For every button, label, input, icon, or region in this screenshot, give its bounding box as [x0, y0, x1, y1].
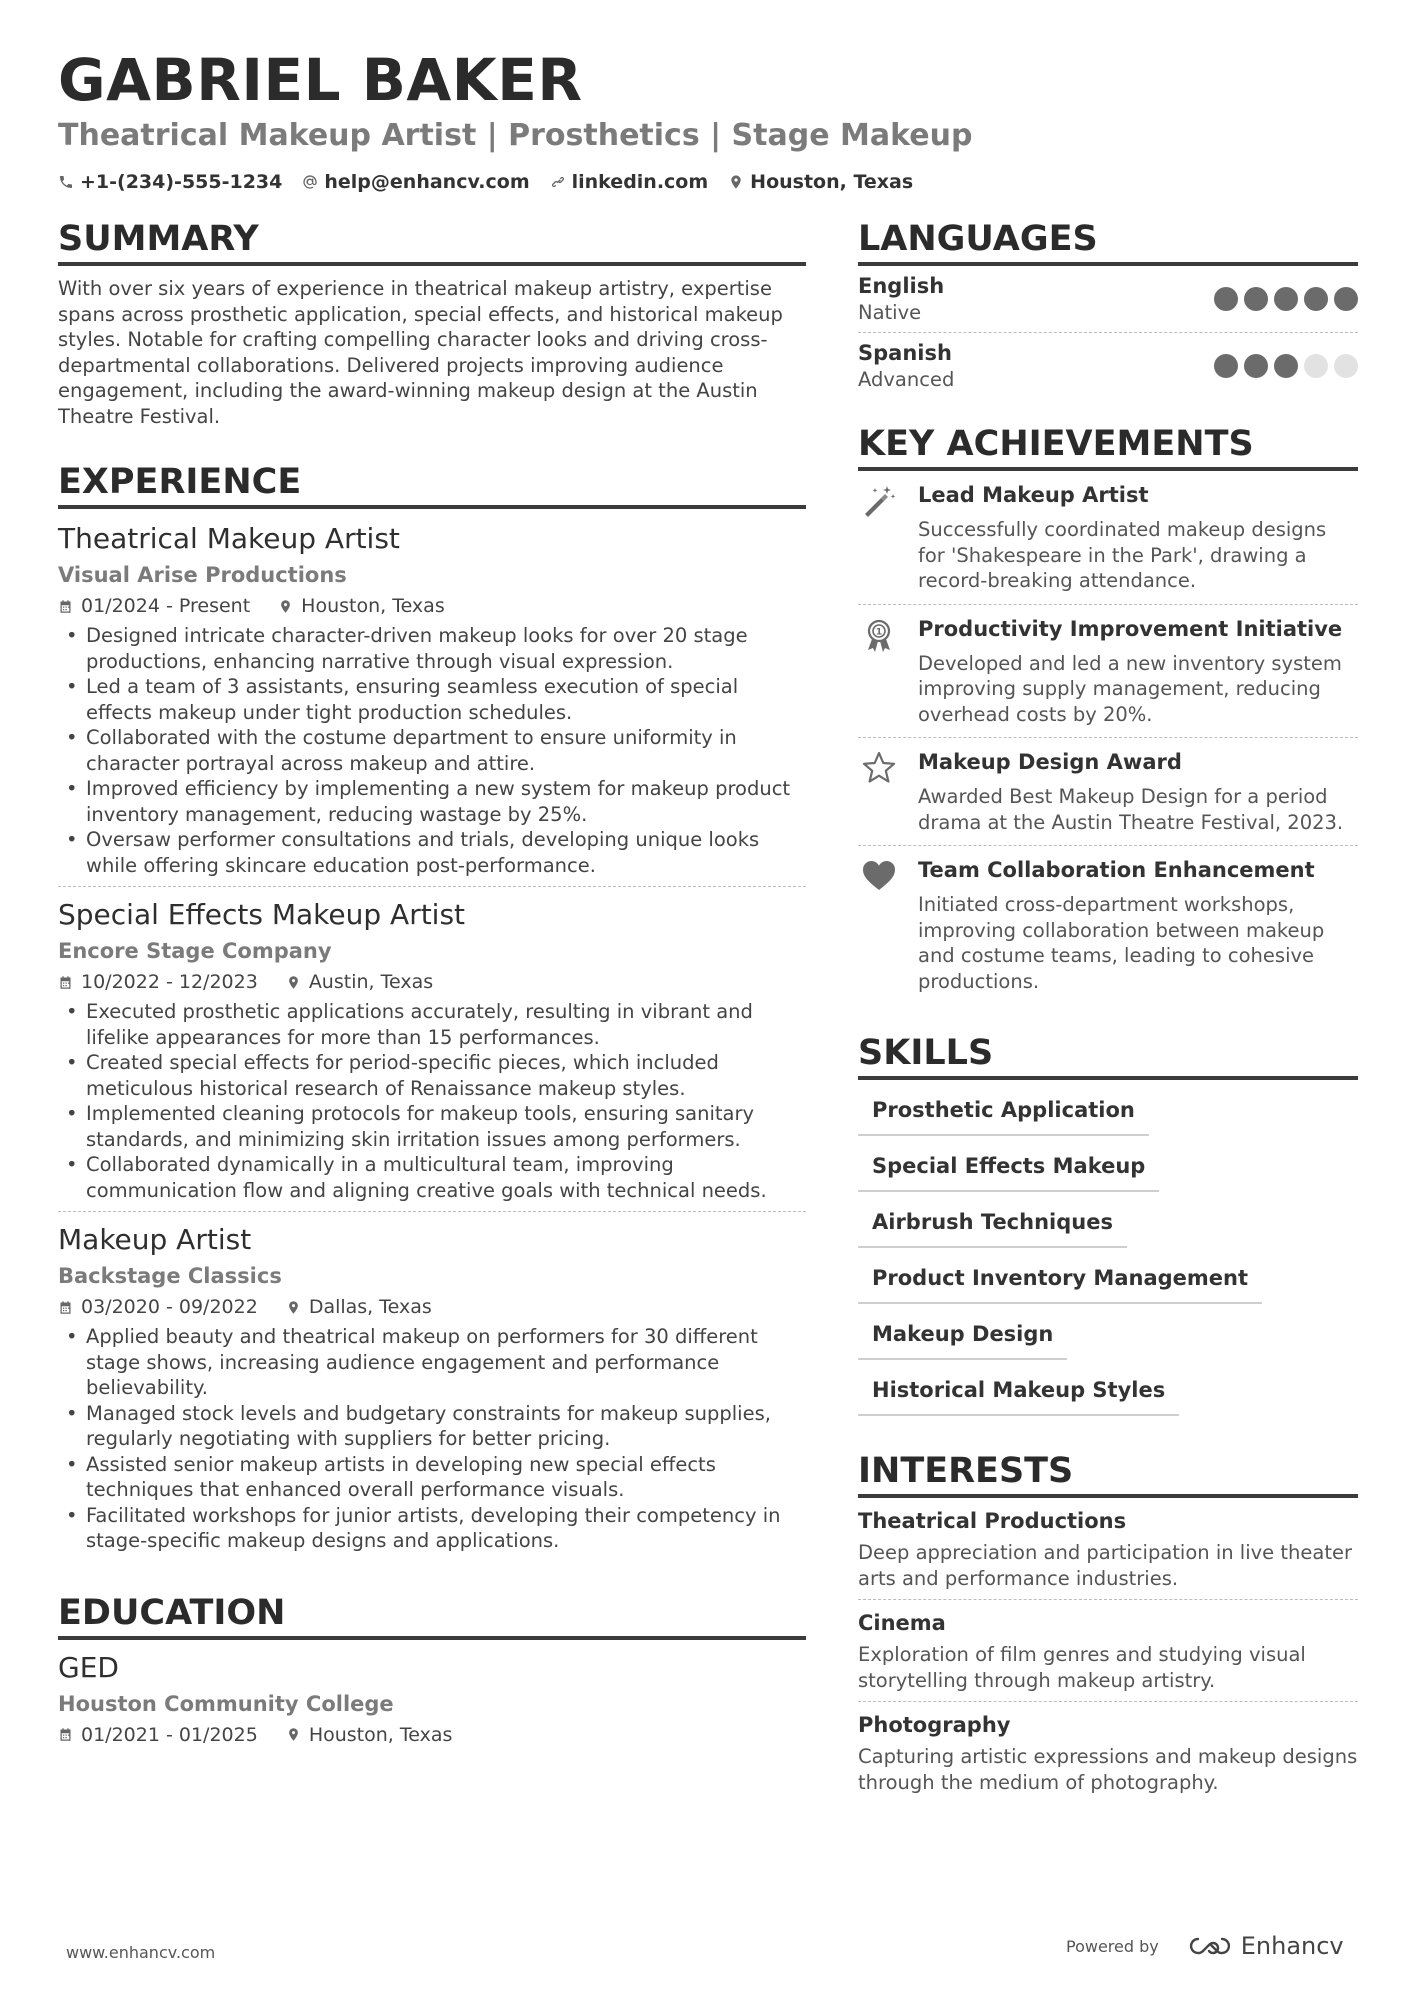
- achievement-body: [918, 481, 1358, 594]
- job-dates-text: 01/2024 - Present: [81, 595, 251, 617]
- languages-heading: LANGUAGES: [858, 216, 1358, 266]
- rating-dot-filled: [1244, 287, 1268, 311]
- interest-item: [858, 1600, 1358, 1702]
- star-icon: [858, 748, 900, 835]
- calendar-icon: [58, 1727, 73, 1742]
- job-meta: [58, 969, 806, 995]
- calendar-icon: [58, 975, 73, 990]
- education-section: [58, 1590, 806, 1748]
- achievement-body: [918, 856, 1358, 994]
- location-pin-icon: [286, 1300, 301, 1315]
- interest-item: [858, 1702, 1358, 1803]
- achievement-item: [858, 605, 1358, 739]
- rating-dot-filled: [1304, 287, 1328, 311]
- contact-email[interactable]: [302, 171, 529, 193]
- job-dates: [58, 969, 258, 995]
- summary-text: With over six years of experience in theatrical makeup artistry, expertise spans across prosthetic application, special effects, and historical makeup styles. Notable for crafting compelling character looks and driving cross-departmental collaborations. Delivered projects improving audience engagement, including the award-winning makeup design at the Austin Theatre Festival.: [58, 277, 783, 428]
- achievement-item: [858, 738, 1358, 846]
- enhancv-brand[interactable]: [1187, 1932, 1344, 1960]
- interest-item: [858, 1498, 1358, 1600]
- rating-dot-empty: [1334, 354, 1358, 378]
- achievement-title: Team Collaboration Enhancement: [918, 858, 1315, 882]
- candidate-name: GABRIEL BAKER: [58, 46, 583, 114]
- skills-heading: SKILLS: [858, 1030, 1358, 1080]
- job-title: Makeup Artist: [58, 1223, 252, 1256]
- job-bullet: • Collaborated with the costume department to ensure uniformity in character portrayal across makeup and attire.: [58, 725, 806, 776]
- language-text: [858, 272, 944, 326]
- skill-tag: Product Inventory Management: [858, 1248, 1262, 1304]
- experience-heading: EXPERIENCE: [58, 459, 806, 509]
- calendar-icon: [58, 599, 73, 614]
- achievement-body: [918, 615, 1358, 728]
- interest-title: Cinema: [858, 1611, 946, 1635]
- achievement-desc: Successfully coordinated makeup designs for 'Shakespeare in the Park', drawing a record-breaking attendance.: [918, 518, 1327, 592]
- job-bullet: • Collaborated dynamically in a multicultural team, improving communication flow and aligning creative goals with technical needs.: [58, 1152, 806, 1203]
- achievement-item: [858, 846, 1358, 1004]
- interest-desc: Deep appreciation and participation in live theater arts and performance industries.: [858, 1541, 1352, 1590]
- job-entry: [58, 521, 806, 887]
- language-text: [858, 339, 954, 393]
- heart-icon: [858, 856, 900, 994]
- interest-title: Theatrical Productions: [858, 1509, 1127, 1533]
- left-column: [58, 216, 806, 1748]
- job-location: [286, 1294, 432, 1320]
- job-location: [286, 969, 433, 995]
- enhancv-logo-icon: [1187, 1935, 1233, 1957]
- job-bullet: • Oversaw performer consultations and trials, developing unique looks while offering skincare education post-performance.: [58, 827, 806, 878]
- job-dates-text: 03/2020 - 09/2022: [81, 1296, 258, 1318]
- job-bullet: • Created special effects for period-specific pieces, which included meticulous historical research of Renaissance makeup styles.: [58, 1050, 806, 1101]
- interest-desc: Exploration of film genres and studying visual storytelling through makeup artistry.: [858, 1643, 1306, 1692]
- language-list: [858, 266, 1358, 399]
- job-bullets: [58, 999, 806, 1203]
- job-company: Encore Stage Company: [58, 939, 332, 963]
- job-list: [58, 521, 806, 1562]
- job-company: Backstage Classics: [58, 1264, 282, 1288]
- language-rating: [1214, 354, 1358, 378]
- email-text: help@enhancv.com: [324, 171, 530, 193]
- job-location-text: Austin, Texas: [308, 971, 434, 993]
- achievement-desc: Developed and led a new inventory system improving supply management, reducing overhead costs by 20%.: [918, 651, 1342, 726]
- rating-dot-empty: [1304, 354, 1328, 378]
- achievement-body: [918, 748, 1358, 835]
- job-location-text: Houston, Texas: [301, 595, 445, 617]
- job-bullet: • Assisted senior makeup artists in developing new special effects techniques that enhanced overall performance visuals.: [58, 1452, 806, 1503]
- job-title: Special Effects Makeup Artist: [58, 898, 466, 931]
- calendar-icon: [58, 1300, 73, 1315]
- job-location-text: Dallas, Texas: [308, 1296, 432, 1318]
- job-bullet: • Improved efficiency by implementing a new system for makeup product inventory management, reducing wastage by 25%.: [58, 776, 806, 827]
- interest-title: Photography: [858, 1713, 1011, 1737]
- skill-tag: Historical Makeup Styles: [858, 1360, 1179, 1416]
- job-meta: [58, 1294, 806, 1320]
- job-dates-text: 10/2022 - 12/2023: [81, 971, 258, 993]
- phone-text: +1-(234)-555-1234: [80, 171, 283, 193]
- achievement-list: [858, 471, 1358, 1004]
- achievement-item: [858, 471, 1358, 605]
- phone-icon: [58, 174, 74, 190]
- job-entry: [58, 1222, 806, 1562]
- contact-phone[interactable]: [58, 171, 282, 193]
- interest-desc: Capturing artistic expressions and makeup designs through the medium of photography.: [858, 1745, 1358, 1794]
- location-text: Houston, Texas: [750, 171, 914, 193]
- magic-wand-icon: [858, 481, 900, 594]
- education-school: Houston Community College: [58, 1691, 394, 1716]
- achievement-title: Makeup Design Award: [918, 750, 1182, 774]
- job-bullet: • Managed stock levels and budgetary constraints for makeup supplies, regularly negotiating with suppliers for better pricing.: [58, 1401, 806, 1452]
- skill-tag: Special Effects Makeup: [858, 1136, 1159, 1192]
- location-pin-icon: [286, 975, 301, 990]
- education-meta: [58, 1722, 806, 1748]
- education-heading: EDUCATION: [58, 1590, 806, 1640]
- job-bullet: • Designed intricate character-driven makeup looks for over 20 stage productions, enhancing narrative through visual expression.: [58, 623, 806, 674]
- achievement-desc: Awarded Best Makeup Design for a period drama at the Austin Theatre Festival, 2023.: [918, 785, 1344, 834]
- powered-by-label: Powered by: [1066, 1936, 1159, 1956]
- svg-text:1: 1: [875, 627, 883, 637]
- language-level: Advanced: [858, 368, 955, 391]
- job-bullet: • Executed prosthetic applications accurately, resulting in vibrant and lifelike appearances for more than 15 performances.: [58, 999, 806, 1050]
- candidate-headline: Theatrical Makeup Artist | Prosthetics | Stage Makeup: [58, 118, 973, 153]
- language-item: [858, 266, 1358, 333]
- rating-dot-filled: [1274, 287, 1298, 311]
- contact-link[interactable]: [550, 171, 709, 193]
- education-dates: [58, 1722, 258, 1748]
- link-text: linkedin.com: [571, 171, 709, 193]
- languages-section: [858, 216, 1358, 399]
- job-bullet: • Led a team of 3 assistants, ensuring seamless execution of special effects makeup under tight production schedules.: [58, 674, 806, 725]
- contact-location: [728, 171, 913, 193]
- education-degree: GED: [58, 1650, 119, 1684]
- job-dates: [58, 1294, 258, 1320]
- achievement-desc: Initiated cross-department workshops, improving collaboration between makeup and costume teams, leading to cohesive productions.: [918, 893, 1325, 993]
- location-pin-icon: [286, 1727, 301, 1742]
- language-rating: [1214, 287, 1358, 311]
- contact-bar: [58, 168, 913, 196]
- language-name: English: [858, 274, 945, 298]
- at-sign-icon: [302, 174, 318, 190]
- brand-name: Enhancv: [1240, 1932, 1344, 1960]
- job-bullet: • Applied beauty and theatrical makeup on performers for 30 different stage shows, increasing audience engagement and performance believability.: [58, 1324, 806, 1401]
- skill-list: [858, 1080, 1358, 1416]
- footer-website[interactable]: www.enhancv.com: [66, 1943, 216, 1962]
- education-location: [286, 1722, 453, 1748]
- rating-dot-filled: [1274, 354, 1298, 378]
- location-pin-icon: [278, 599, 293, 614]
- interests-section: [858, 1448, 1358, 1803]
- summary-heading: SUMMARY: [58, 216, 806, 266]
- achievement-title: Productivity Improvement Initiative: [918, 616, 1343, 641]
- job-meta: [58, 593, 806, 619]
- skill-tag: Makeup Design: [858, 1304, 1067, 1360]
- experience-section: [58, 459, 806, 1562]
- job-bullets: [58, 1324, 806, 1554]
- rating-dot-filled: [1214, 287, 1238, 311]
- job-dates: [58, 593, 250, 619]
- education-dates-text: 01/2021 - 01/2025: [81, 1723, 258, 1746]
- rating-dot-filled: [1214, 354, 1238, 378]
- link-icon: [550, 174, 566, 190]
- job-location: [278, 593, 445, 619]
- award-ribbon-icon: [858, 615, 900, 728]
- achievements-section: [858, 421, 1358, 1004]
- achievement-title: Lead Makeup Artist: [918, 483, 1149, 507]
- job-company: Visual Arise Productions: [58, 563, 347, 587]
- job-entry: [58, 897, 806, 1212]
- rating-dot-filled: [1334, 287, 1358, 311]
- job-bullet: • Facilitated workshops for junior artists, developing their competency in stage-specific makeup designs and applications.: [58, 1503, 806, 1554]
- location-pin-icon: [728, 174, 744, 190]
- rating-dot-filled: [1244, 354, 1268, 378]
- language-level: Native: [858, 301, 922, 324]
- summary-section: [58, 216, 806, 429]
- language-item: [858, 333, 1358, 399]
- skill-tag: Prosthetic Application: [858, 1080, 1149, 1136]
- job-bullets: [58, 623, 806, 878]
- achievements-heading: KEY ACHIEVEMENTS: [858, 421, 1358, 471]
- skills-section: [858, 1030, 1358, 1416]
- job-title: Theatrical Makeup Artist: [58, 522, 400, 555]
- language-name: Spanish: [858, 341, 952, 365]
- job-bullet: • Implemented cleaning protocols for makeup tools, ensuring sanitary standards, and minimizing skin irritation issues among performers.: [58, 1101, 806, 1152]
- skill-tag: Airbrush Techniques: [858, 1192, 1127, 1248]
- education-location-text: Houston, Texas: [308, 1723, 453, 1746]
- right-column: [858, 216, 1358, 1803]
- interest-list: [858, 1498, 1358, 1803]
- interests-heading: INTERESTS: [858, 1448, 1358, 1498]
- footer-branding: [1066, 1932, 1344, 1960]
